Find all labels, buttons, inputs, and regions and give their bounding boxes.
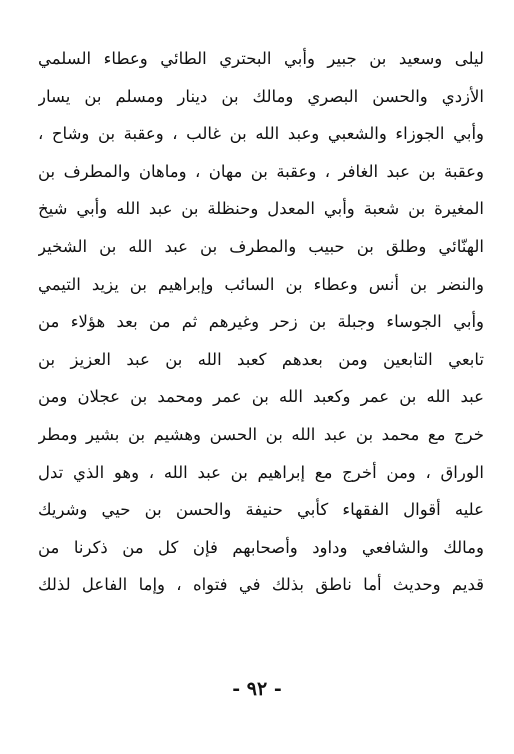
text-line: قديم وحديث أما ناطق بذلك في فتواه ، وإما الفاعل لذلك <box>38 575 484 595</box>
text-line: وأبي الجوساء وجبلة بن زحر وغيرهم ثم من بعد هؤلاء من <box>38 312 484 332</box>
text-line: الوراق ، ومن أخرج مع إبراهيم بن عبد الله ، وهو الذي تدل <box>38 462 484 482</box>
text-line: تابعي التابعين ومن بعدهم كعبد الله بن عبد العزيز بن <box>38 349 484 369</box>
body-text <box>38 40 484 604</box>
text-line: الأزدي والحسن البصري ومالك بن دينار ومسلم بن يسار <box>38 86 484 106</box>
text-line: خرج مع محمد بن عبد الله بن الحسن وهشيم بن بشير ومطر <box>38 424 484 444</box>
text-line: المغيرة بن شعبة وأبي المعدل وحنظلة بن عبد الله وأبي شيخ <box>38 199 484 219</box>
text-line: وأبي الجوزاء والشعبي وعبد الله بن غالب ، وعقبة بن وشاح ، <box>38 124 484 144</box>
text-line: والنضر بن أنس وعطاء بن السائب وإبراهيم بن يزيد التيمي <box>38 274 484 294</box>
page-number: - ٩٢ - <box>232 678 282 700</box>
text-line: ليلى وسعيد بن جبير وأبي البحتري الطائي وعطاء السلمي <box>38 49 484 68</box>
text-line: الهنّائي وطلق بن حبيب والمطرف بن عبد الله بن الشخير <box>38 236 484 256</box>
text-line: ومالك والشافعي وداود وأصحابهم فإن كل من ذكرنا من <box>38 537 484 557</box>
text-line: عليه أقوال الفقهاء كأبي حنيفة والحسن بن حيي وشريك <box>38 500 484 520</box>
text-line: عبد الله بن عمر وكعبد الله بن عمر ومحمد بن عجلان ومن <box>38 387 484 407</box>
text-line: وعقبة بن عبد الغافر ، وعقبة بن مهان ، وماهان والمطرف بن <box>38 161 484 181</box>
